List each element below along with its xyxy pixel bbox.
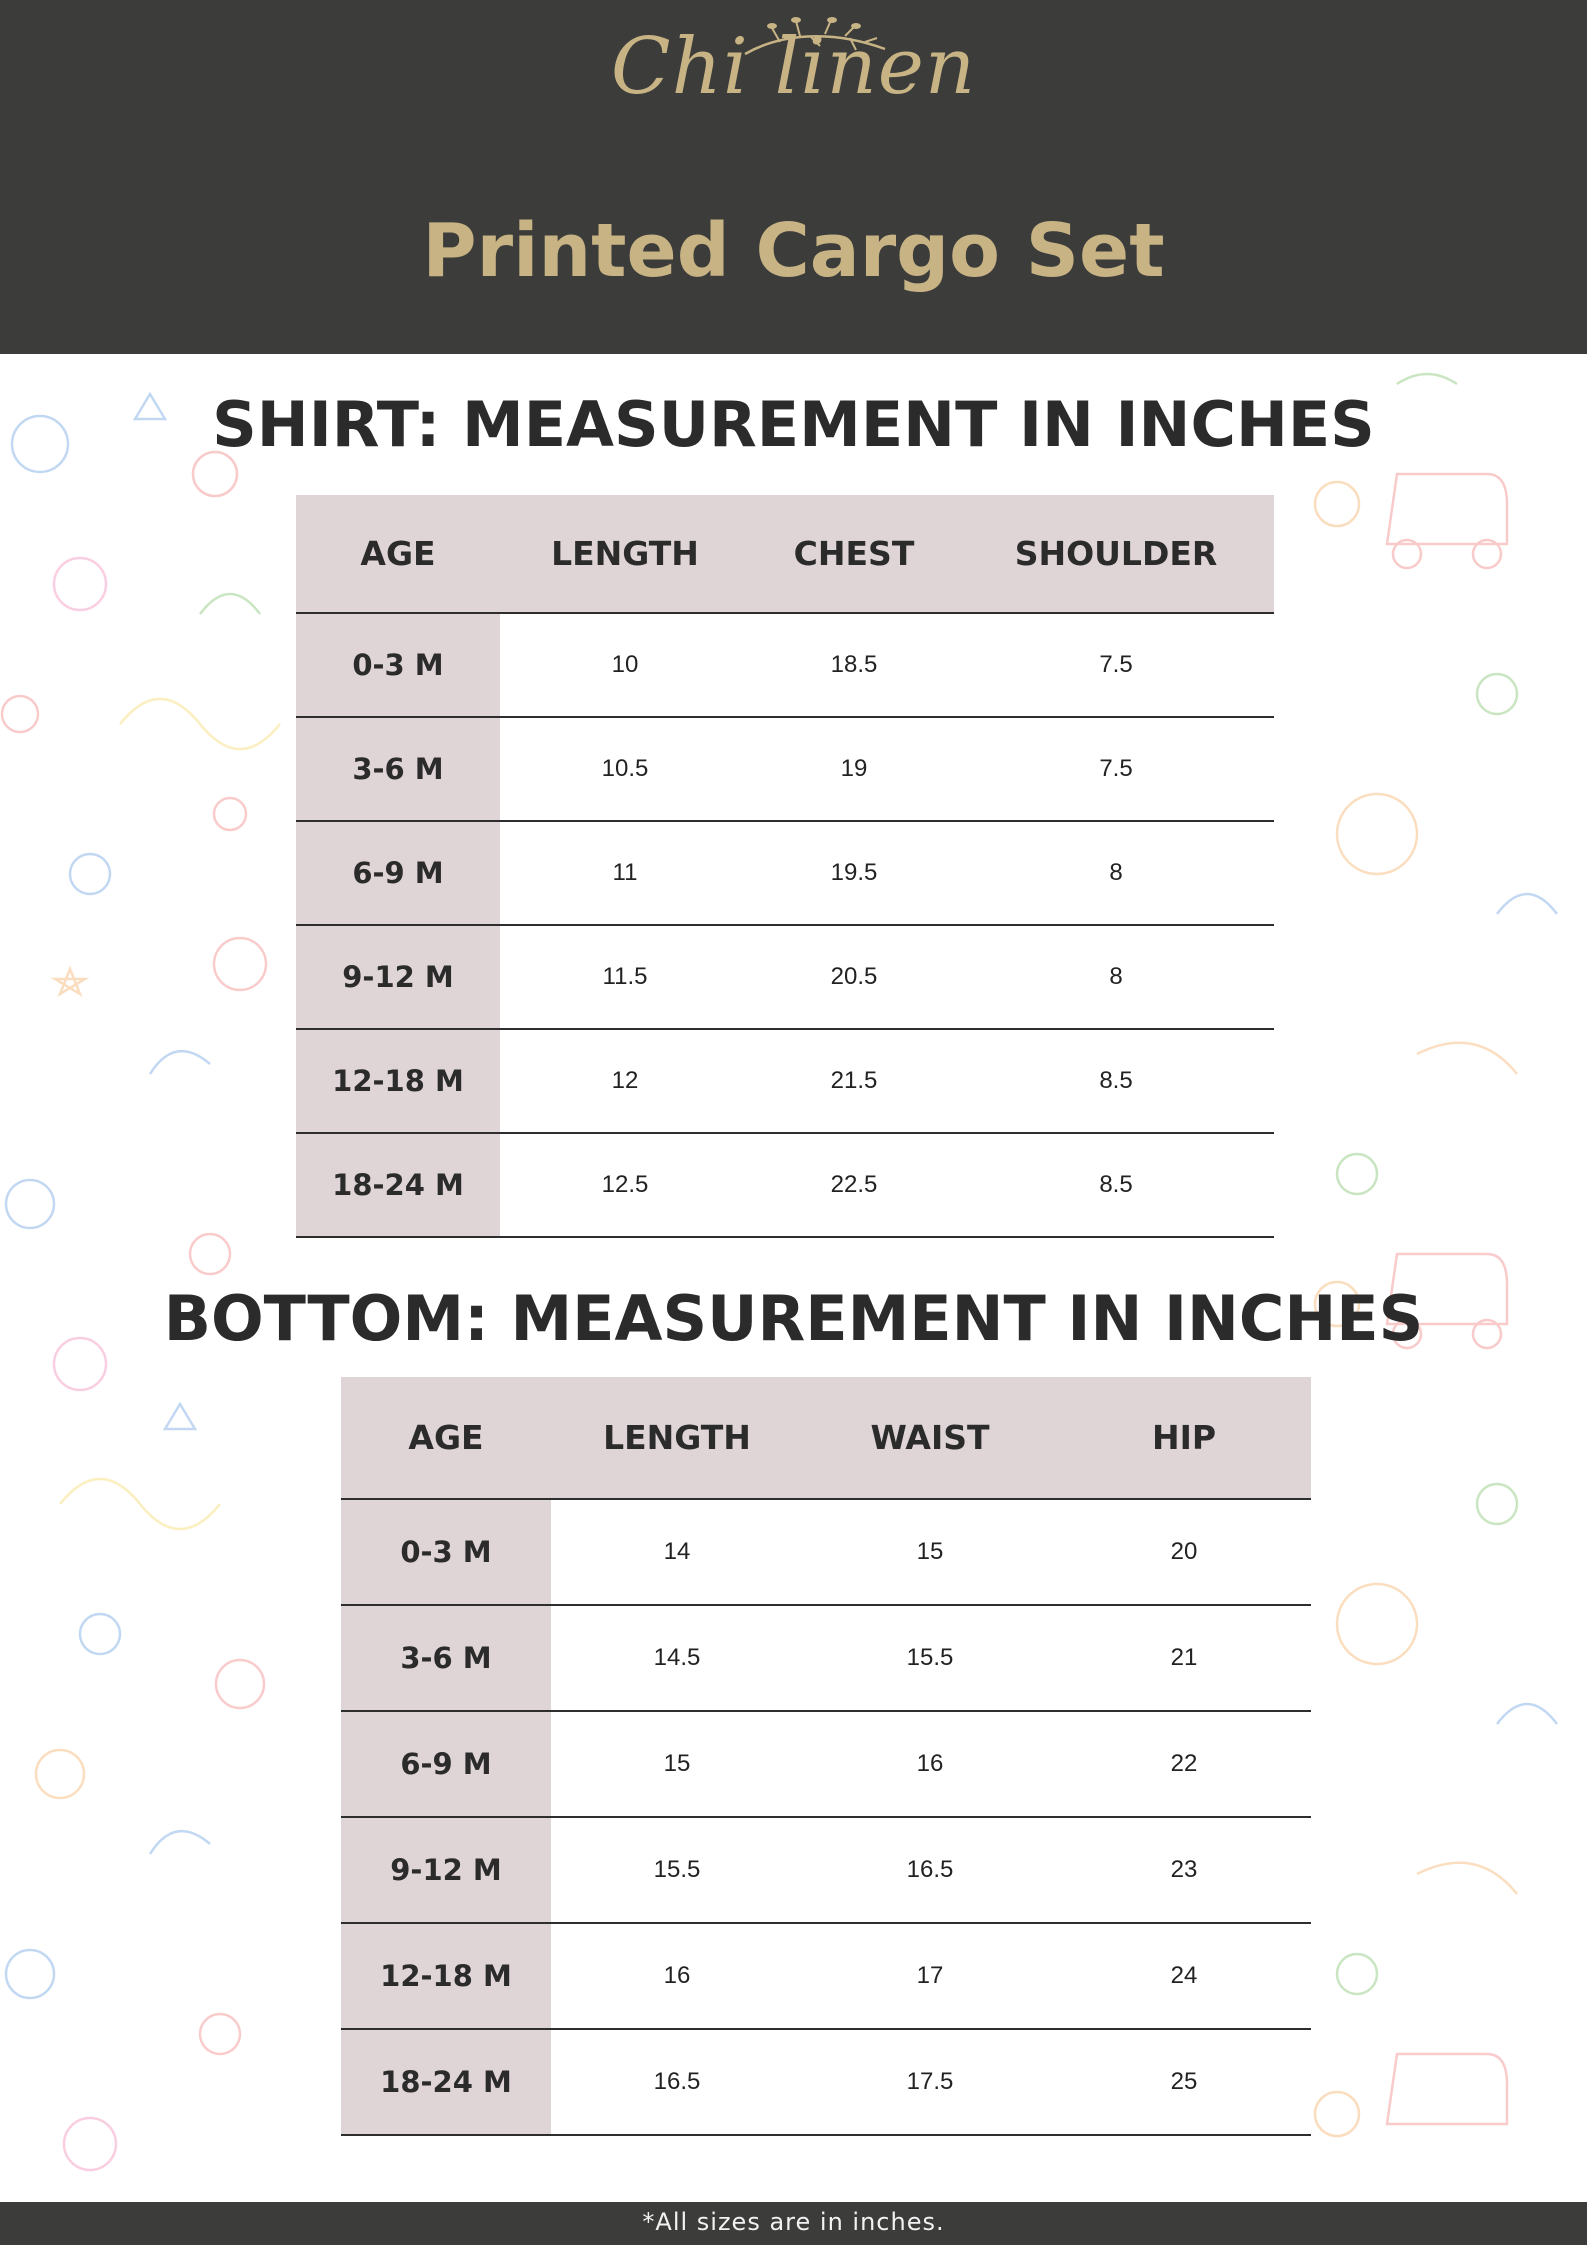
table-row bbox=[341, 1711, 1311, 1817]
decorative-doodles-right bbox=[1297, 354, 1587, 2202]
table-row bbox=[296, 925, 1274, 1029]
column-header-length: LENGTH bbox=[500, 495, 750, 613]
table-row bbox=[296, 1133, 1274, 1237]
age-cell: 18-24 M bbox=[296, 1133, 500, 1237]
column-header-age: AGE bbox=[296, 495, 500, 613]
decorative-doodles-left bbox=[0, 354, 290, 2202]
chest-cell: 19 bbox=[750, 717, 958, 821]
table-row bbox=[296, 1029, 1274, 1133]
table-row bbox=[341, 1605, 1311, 1711]
waist-cell: 16.5 bbox=[803, 1817, 1057, 1923]
shoulder-cell: 7.5 bbox=[958, 613, 1274, 717]
age-cell: 0-3 M bbox=[296, 613, 500, 717]
table-row bbox=[341, 1817, 1311, 1923]
waist-cell: 15.5 bbox=[803, 1605, 1057, 1711]
table-row bbox=[341, 1499, 1311, 1605]
hip-cell: 24 bbox=[1057, 1923, 1311, 2029]
length-cell: 11.5 bbox=[500, 925, 750, 1029]
hip-cell: 21 bbox=[1057, 1605, 1311, 1711]
table-row bbox=[341, 2029, 1311, 2135]
column-header-age: AGE bbox=[341, 1377, 551, 1499]
waist-cell: 17.5 bbox=[803, 2029, 1057, 2135]
column-header-chest: CHEST bbox=[750, 495, 958, 613]
length-cell: 15.5 bbox=[551, 1817, 803, 1923]
length-cell: 10 bbox=[500, 613, 750, 717]
chest-cell: 19.5 bbox=[750, 821, 958, 925]
hip-cell: 20 bbox=[1057, 1499, 1311, 1605]
chest-cell: 18.5 bbox=[750, 613, 958, 717]
length-cell: 12 bbox=[500, 1029, 750, 1133]
age-cell: 12-18 M bbox=[296, 1029, 500, 1133]
page-title: Printed Cargo Set bbox=[422, 208, 1165, 294]
age-cell: 9-12 M bbox=[296, 925, 500, 1029]
age-cell: 3-6 M bbox=[296, 717, 500, 821]
bottom-section-title: BOTTOM: MEASUREMENT IN INCHES bbox=[163, 1282, 1424, 1355]
length-cell: 14 bbox=[551, 1499, 803, 1605]
shoulder-cell: 8 bbox=[958, 925, 1274, 1029]
column-header-shoulder: SHOULDER bbox=[958, 495, 1274, 613]
table-row bbox=[296, 821, 1274, 925]
shirt-size-table bbox=[296, 495, 1274, 1238]
length-cell: 14.5 bbox=[551, 1605, 803, 1711]
shoulder-cell: 8.5 bbox=[958, 1029, 1274, 1133]
age-cell: 6-9 M bbox=[296, 821, 500, 925]
table-header-row bbox=[296, 495, 1274, 613]
table-row bbox=[296, 613, 1274, 717]
table-row bbox=[341, 1923, 1311, 2029]
hip-cell: 25 bbox=[1057, 2029, 1311, 2135]
length-cell: 16 bbox=[551, 1923, 803, 2029]
waist-cell: 15 bbox=[803, 1499, 1057, 1605]
length-cell: 16.5 bbox=[551, 2029, 803, 2135]
shoulder-cell: 8 bbox=[958, 821, 1274, 925]
shoulder-cell: 8.5 bbox=[958, 1133, 1274, 1237]
age-cell: 9-12 M bbox=[341, 1817, 551, 1923]
shoulder-cell: 7.5 bbox=[958, 717, 1274, 821]
age-cell: 0-3 M bbox=[341, 1499, 551, 1605]
chest-cell: 21.5 bbox=[750, 1029, 958, 1133]
chest-cell: 20.5 bbox=[750, 925, 958, 1029]
length-cell: 15 bbox=[551, 1711, 803, 1817]
age-cell: 3-6 M bbox=[341, 1605, 551, 1711]
age-cell: 18-24 M bbox=[341, 2029, 551, 2135]
brand-logo: Chi linen bbox=[610, 22, 977, 112]
waist-cell: 16 bbox=[803, 1711, 1057, 1817]
waist-cell: 17 bbox=[803, 1923, 1057, 2029]
footer-note: *All sizes are in inches. bbox=[642, 2208, 945, 2236]
table-row bbox=[296, 717, 1274, 821]
table-header-row bbox=[341, 1377, 1311, 1499]
hip-cell: 23 bbox=[1057, 1817, 1311, 1923]
age-cell: 12-18 M bbox=[341, 1923, 551, 2029]
chest-cell: 22.5 bbox=[750, 1133, 958, 1237]
length-cell: 12.5 bbox=[500, 1133, 750, 1237]
age-cell: 6-9 M bbox=[341, 1711, 551, 1817]
bottom-size-table bbox=[341, 1377, 1311, 2136]
column-header-waist: WAIST bbox=[803, 1377, 1057, 1499]
length-cell: 11 bbox=[500, 821, 750, 925]
shirt-section-title: SHIRT: MEASUREMENT IN INCHES bbox=[212, 388, 1375, 461]
column-header-length: LENGTH bbox=[551, 1377, 803, 1499]
length-cell: 10.5 bbox=[500, 717, 750, 821]
column-header-hip: HIP bbox=[1057, 1377, 1311, 1499]
hip-cell: 22 bbox=[1057, 1711, 1311, 1817]
